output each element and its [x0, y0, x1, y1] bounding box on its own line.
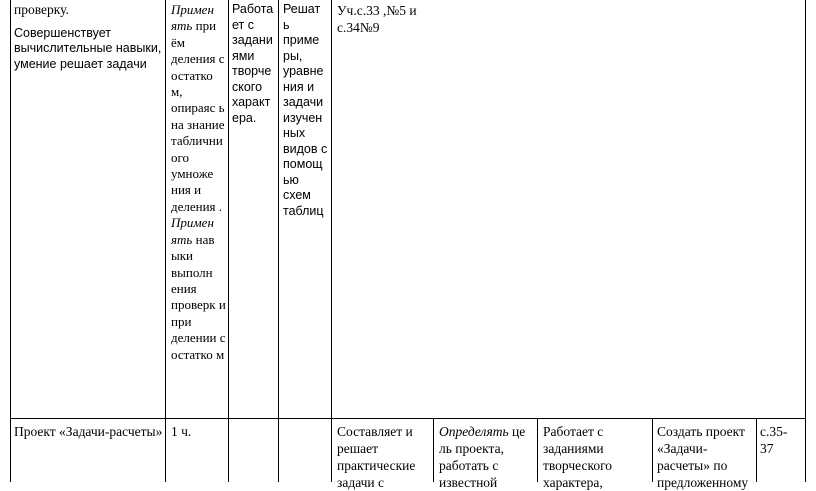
row2-col7-cell: Работает с заданиями творческого характера,	[543, 424, 613, 490]
row2-col8-cell: Создать проект «Задачи-расчеты» по предложенному	[657, 424, 749, 490]
row1-col2-part2-italic: Примен ять	[171, 215, 214, 247]
table-border-right	[805, 0, 806, 482]
table-divider-3	[278, 0, 279, 482]
row1-col2-cell	[171, 2, 227, 363]
table-divider-1	[165, 0, 166, 482]
row-divider	[10, 418, 806, 419]
row2-col9-cell: с.35-37	[760, 424, 788, 456]
table-divider-2	[228, 0, 229, 482]
row1-col3-cell: Работа ет с задани ями творче ского характ ера.	[232, 2, 274, 125]
row2-col2-cell: 1 ч.	[171, 424, 192, 439]
row1-col2-part2-rest: нав ыки выполн ения проверк и при делении с остатко м	[171, 231, 226, 362]
row2-col1-cell: Проект «Задачи-расчеты»	[14, 424, 163, 439]
row1-col1-line2: Совершенствует вычислительные навыки, умение решает задачи	[14, 25, 162, 71]
row2-col6-italic: Определять	[439, 424, 509, 439]
row1-col5-cell: Уч.с.33 ,№5 и с.34№9	[337, 3, 417, 35]
row1-col2-part1-rest: при ём деления с остатко м, опираяс ь на знание таблични ого умноже ния и деления .	[171, 18, 225, 214]
table-divider-4	[331, 0, 332, 482]
row1-col2-part2	[171, 215, 227, 363]
row1-col2-part1-italic: Примен ять	[171, 2, 214, 34]
row2-col6-rest: це ль проекта, работать с известной	[439, 424, 526, 490]
table-divider-6	[537, 418, 538, 482]
row2-col6-cell	[439, 423, 535, 491]
row2-col5-cell: Составляет и решает практические задачи с	[337, 424, 416, 490]
row1-col2-part1	[171, 2, 227, 215]
table-border-left	[10, 0, 11, 482]
table-divider-5	[433, 418, 434, 482]
row1-col1-cell	[14, 2, 162, 72]
row1-col1-line1: проверку.	[14, 2, 69, 17]
table-divider-7	[652, 418, 653, 482]
table-divider-8	[756, 418, 757, 482]
row1-col4-cell: Решат ь приме ры, уравне ния и задачи изучен ных видов с помощ ью схем таблиц	[283, 2, 328, 218]
